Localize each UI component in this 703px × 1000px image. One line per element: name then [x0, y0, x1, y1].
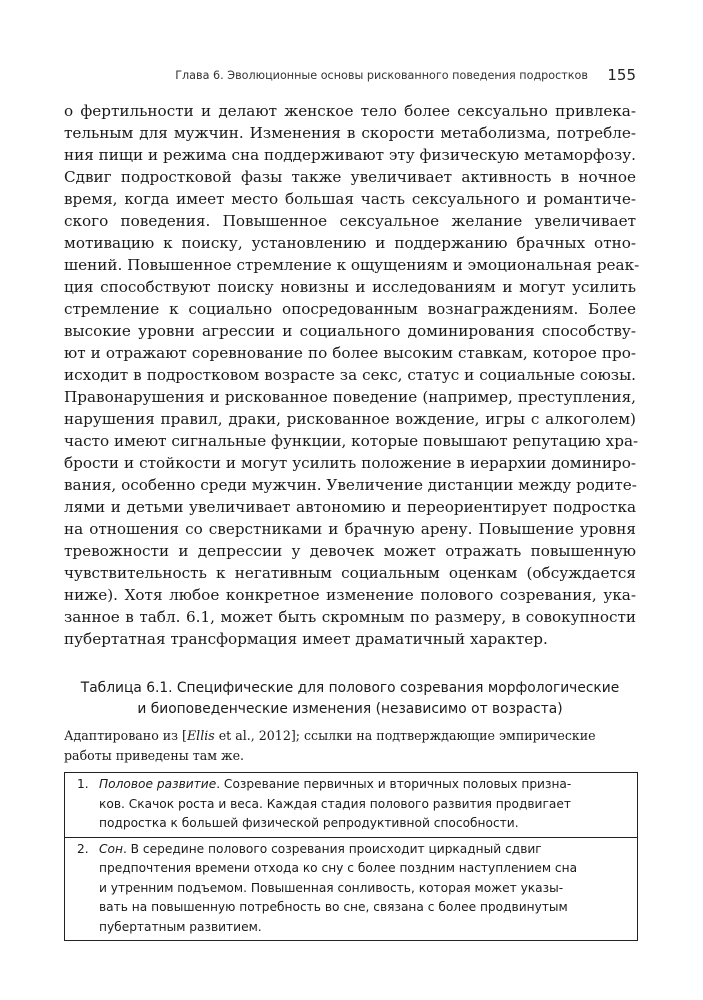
source-author: Ellis	[186, 728, 215, 743]
body-line: о фертильности и делают женское тело более сексуально привлека-	[64, 102, 636, 120]
body-line: пубертатная трансформация имеет драматичный характер.	[64, 630, 548, 648]
table-row	[65, 773, 637, 838]
source-prefix: Адаптировано из [	[64, 728, 187, 743]
body-line: стремление к социально опосредованным вознаграждениям. Более	[64, 300, 636, 318]
row-number: 2.	[77, 841, 89, 856]
row-first-rest: . В середине полового созревания происходит циркадный сдвиг	[122, 841, 542, 856]
body-line: занное в табл. 6.1, может быть скромным по размеру, в совокупности	[64, 608, 636, 626]
body-line: нарушения правил, драки, рискованное вождение, игры с алкоголем)	[64, 410, 636, 428]
body-line: вания, особенно среди мужчин. Увеличение дистанции между родите-	[64, 476, 637, 494]
body-line: брости и стойкости и могут усилить положение в иерархии доминиро-	[64, 454, 636, 472]
row-line: предпочтения времени отхода ко сну с более поздним наступлением сна	[99, 861, 578, 875]
body-line: ниже). Хотя любое конкретное изменение полового созревания, ука-	[64, 586, 636, 604]
table-caption-line: и биоповеденческие изменения (независимо от возраста)	[137, 701, 563, 717]
body-line: высокие уровни агрессии и социального доминирования способству-	[64, 322, 636, 340]
row-line	[99, 775, 629, 795]
row-line: ков. Скачок роста и веса. Каждая стадия полового развития продвигает	[99, 796, 571, 811]
body-line: мотивацию к поиску, установлению и поддержанию брачных отно-	[64, 234, 636, 252]
page-number: 155	[607, 66, 636, 84]
row-term: Сон	[99, 841, 123, 856]
table-caption-line: Таблица 6.1. Специфические для полового созревания морфологические	[80, 680, 620, 696]
body-line: шений. Повышенное стремление к ощущениям и эмоциональная реак-	[64, 256, 640, 274]
body-paragraph	[64, 100, 640, 650]
row-term: Половое развитие	[99, 777, 217, 791]
body-line: ция способствуют поиску новизны и исследованиям и могут усилить	[64, 278, 636, 296]
changes-table	[64, 772, 638, 941]
source-rest: et al., 2012]; ссылки на подтверждающие эмпирические	[214, 728, 596, 743]
body-line: Правонарушения и рискованное поведение (например, преступления,	[64, 388, 636, 406]
body-line: чувствительность к негативным социальным оценкам (обсуждается	[64, 564, 636, 582]
row-line: и утренним подъемом. Повышенная сонливость, которая может указы-	[99, 880, 564, 895]
row-line: подростка к большей физической репродуктивной способности.	[99, 816, 519, 830]
table-caption	[64, 678, 636, 720]
table-source-note	[64, 726, 636, 766]
body-line: ского поведения. Повышенное сексуальное желание увеличивает	[64, 212, 636, 230]
source-note-line	[64, 726, 636, 746]
body-line: часто имеют сигнальные функции, которые повышают репутацию хра-	[64, 432, 639, 450]
row-number: 1.	[77, 777, 89, 791]
source-note-line: работы приведены там же.	[64, 748, 245, 763]
body-line: Сдвиг подростковой фазы также увеличивает активность в ночное	[64, 168, 636, 186]
body-line: тревожности и депрессии у девочек может отражать повышенную	[64, 542, 636, 560]
row-line: пубертатным развитием.	[99, 919, 262, 934]
body-line: на отношения со сверстниками и брачную арену. Повышение уровня	[64, 520, 636, 538]
body-line: ют и отражают соревнование по более высоким ставкам, которое про-	[64, 344, 636, 362]
body-line: исходит в подростковом возрасте за секс, статус и социальные союзы.	[64, 366, 636, 384]
running-head	[64, 66, 636, 86]
table-row	[65, 838, 637, 941]
body-line: лями и детьми увеличивает автономию и переориентирует подростка	[64, 498, 636, 516]
row-line	[99, 840, 629, 860]
row-first-rest: . Созревание первичных и вторичных половых призна-	[216, 777, 572, 791]
body-line: ния пищи и режима сна поддерживают эту физическую метаморфозу.	[64, 146, 636, 164]
running-title: Глава 6. Эволюционные основы рискованного поведения подростков	[175, 69, 588, 82]
row-line: вать на повышенную потребность во сне, связана с более продвинутым	[99, 900, 568, 914]
body-line: время, когда имеет место большая часть сексуального и романтиче-	[64, 190, 636, 208]
body-line: тельным для мужчин. Изменения в скорости метаболизма, потребле-	[64, 124, 636, 142]
